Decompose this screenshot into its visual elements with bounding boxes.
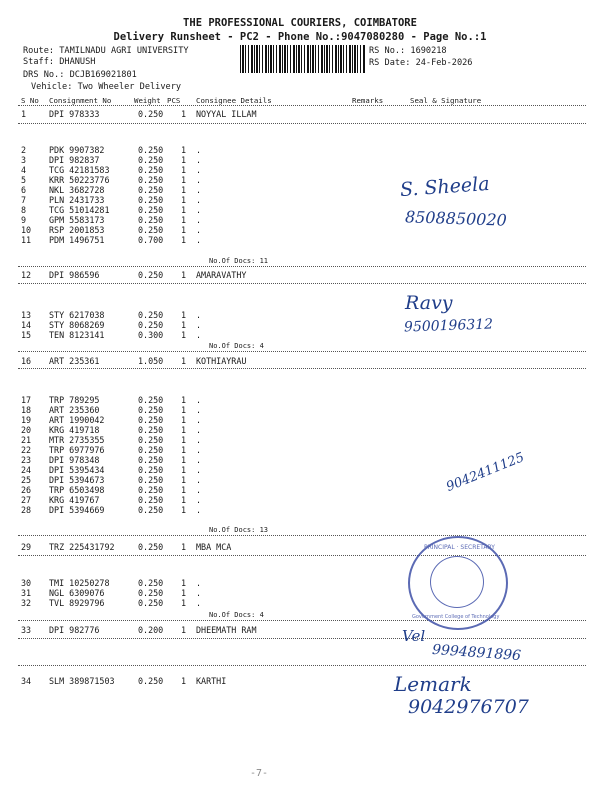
col-consignment: Consignment No [49, 96, 112, 105]
table-row [0, 205, 600, 215]
row-consignee: . [196, 475, 202, 485]
row-consignee: . [196, 495, 202, 505]
table-row [0, 405, 600, 415]
row-weight: 0.250 [138, 495, 164, 505]
row-divider [18, 555, 586, 556]
table-row [0, 395, 600, 405]
row-consignment: PLN 2431733 [49, 195, 105, 205]
row-weight: 0.250 [138, 598, 164, 608]
row-consignee: . [196, 578, 202, 588]
row-weight: 0.250 [138, 145, 164, 155]
row-pcs: 1 [181, 465, 187, 475]
row-consignment: TVL 8929796 [49, 598, 105, 608]
row-weight: 0.250 [138, 185, 164, 195]
row-consignment: DPI 978333 [49, 109, 100, 119]
row-weight: 0.250 [138, 485, 164, 495]
table-row [0, 109, 600, 119]
docs-count: No.Of Docs: 4 [209, 342, 264, 350]
signature-name-1: S. Sheela [399, 172, 491, 202]
col-pcs: PCS [167, 96, 181, 105]
row-pcs: 1 [181, 330, 187, 340]
row-consignee: DHEEMATH RAM [196, 625, 257, 635]
row-sno: 19 [21, 415, 32, 425]
row-pcs: 1 [181, 425, 187, 435]
row-consignment: PDM 1496751 [49, 235, 105, 245]
row-consignee: AMARAVATHY [196, 270, 247, 280]
table-row [0, 505, 600, 515]
row-consignment: KRG 419767 [49, 495, 100, 505]
row-consignment: KRR 50223776 [49, 175, 110, 185]
row-weight: 0.250 [138, 205, 164, 215]
signature-phone-2: 9500196312 [403, 316, 494, 336]
drs-number: DRS No.: DCJB169021801 [23, 70, 137, 80]
seal-bottom-text: Government College of Technology [412, 614, 500, 620]
row-sno: 10 [21, 225, 32, 235]
col-sno: S No [21, 96, 39, 105]
row-consignee: MBA MCA [196, 542, 232, 552]
row-consignee: . [196, 505, 202, 515]
row-pcs: 1 [181, 195, 187, 205]
row-weight: 0.250 [138, 455, 164, 465]
col-seal: Seal & Signature [410, 96, 482, 105]
row-consignee: . [196, 395, 202, 405]
vehicle: Vehicle: Two Wheeler Delivery [31, 82, 182, 92]
row-pcs: 1 [181, 320, 187, 330]
row-consignee: KOTHIAYRAU [196, 356, 247, 366]
table-row [0, 475, 600, 485]
table-row [0, 225, 600, 235]
row-pcs: 1 [181, 165, 187, 175]
row-weight: 0.250 [138, 435, 164, 445]
table-row [0, 485, 600, 495]
row-sno: 6 [21, 185, 27, 195]
row-sno: 16 [21, 356, 32, 366]
row-consignee: . [196, 185, 202, 195]
row-weight: 0.250 [138, 505, 164, 515]
row-pcs: 1 [181, 505, 187, 515]
table-row [0, 165, 600, 175]
table-row [0, 598, 600, 608]
row-sno: 15 [21, 330, 32, 340]
row-consignment: ART 235360 [49, 405, 100, 415]
row-consignee: . [196, 235, 202, 245]
row-consignment: TEN 8123141 [49, 330, 105, 340]
row-pcs: 1 [181, 395, 187, 405]
row-weight: 0.700 [138, 235, 164, 245]
table-row [0, 320, 600, 330]
row-consignee: KARTHI [196, 676, 227, 686]
signature-phone-1: 8508850020 [404, 207, 508, 230]
seal-inner-ring [430, 556, 484, 608]
row-pcs: 1 [181, 588, 187, 598]
row-pcs: 1 [181, 625, 187, 635]
row-pcs: 1 [181, 215, 187, 225]
row-divider [18, 266, 586, 267]
runsheet-subtitle: Delivery Runsheet - PC2 - Phone No.:9047080280 - Page No.:1 [113, 31, 487, 43]
row-sno: 4 [21, 165, 27, 175]
row-divider [18, 368, 586, 369]
row-weight: 0.250 [138, 445, 164, 455]
row-pcs: 1 [181, 578, 187, 588]
row-weight: 0.250 [138, 415, 164, 425]
row-consignee: . [196, 205, 202, 215]
row-sno: 32 [21, 598, 32, 608]
row-consignment: TRP 6977976 [49, 445, 105, 455]
row-weight: 0.250 [138, 195, 164, 205]
row-sno: 9 [21, 215, 27, 225]
row-pcs: 1 [181, 435, 187, 445]
row-weight: 0.250 [138, 165, 164, 175]
row-divider [18, 665, 586, 666]
rs-date: RS Date: 24-Feb-2026 [369, 58, 473, 68]
row-divider [18, 351, 586, 352]
barcode [240, 45, 366, 73]
row-consignment: MTR 2735355 [49, 435, 105, 445]
signature-mark-5: Lemark [394, 672, 472, 696]
table-row [0, 625, 600, 635]
row-sno: 25 [21, 475, 32, 485]
table-row [0, 270, 600, 280]
row-sno: 2 [21, 145, 27, 155]
row-pcs: 1 [181, 145, 187, 155]
row-sno: 1 [21, 109, 27, 119]
row-consignment: DPI 5394673 [49, 475, 105, 485]
row-weight: 0.250 [138, 465, 164, 475]
row-consignment: SLM 389871503 [49, 676, 115, 686]
row-weight: 0.250 [138, 215, 164, 225]
row-sno: 23 [21, 455, 32, 465]
row-sno: 26 [21, 485, 32, 495]
row-consignee: . [196, 175, 202, 185]
row-weight: 0.250 [138, 175, 164, 185]
table-row [0, 145, 600, 155]
row-sno: 27 [21, 495, 32, 505]
row-divider [18, 535, 586, 536]
row-weight: 0.250 [138, 320, 164, 330]
row-consignment: TCG 42181583 [49, 165, 110, 175]
row-weight: 0.250 [138, 676, 164, 686]
row-pcs: 1 [181, 356, 187, 366]
row-pcs: 1 [181, 175, 187, 185]
row-consignment: ART 1990042 [49, 415, 105, 425]
row-weight: 0.250 [138, 425, 164, 435]
row-pcs: 1 [181, 205, 187, 215]
row-sno: 11 [21, 235, 32, 245]
table-row [0, 542, 600, 552]
signature-mark-4: Vel [402, 627, 426, 645]
row-weight: 0.250 [138, 578, 164, 588]
row-consignee: . [196, 445, 202, 455]
table-row [0, 356, 600, 366]
row-consignee: NOYYAL ILLAM [196, 109, 257, 119]
row-sno: 20 [21, 425, 32, 435]
row-consignee: . [196, 425, 202, 435]
row-consignee: . [196, 588, 202, 598]
signature-phone-4: 9994891896 [431, 641, 522, 665]
row-consignment: TCG 51014281 [49, 205, 110, 215]
row-weight: 0.250 [138, 109, 164, 119]
row-consignee: . [196, 485, 202, 495]
row-pcs: 1 [181, 455, 187, 465]
row-sno: 33 [21, 625, 32, 635]
row-consignment: TRP 789295 [49, 395, 100, 405]
row-weight: 0.250 [138, 542, 164, 552]
row-consignee: . [196, 320, 202, 330]
row-consignment: STY 8068269 [49, 320, 105, 330]
row-divider [18, 638, 586, 639]
seal-top-text: PRINCIPAL · SECRETARY [424, 544, 495, 551]
row-pcs: 1 [181, 485, 187, 495]
row-sno: 3 [21, 155, 27, 165]
row-sno: 28 [21, 505, 32, 515]
col-remarks: Remarks [352, 96, 384, 105]
signature-name-2: Ravy [405, 292, 453, 314]
row-sno: 5 [21, 175, 27, 185]
table-row [0, 330, 600, 340]
row-sno: 13 [21, 310, 32, 320]
table-row [0, 185, 600, 195]
row-consignee: . [196, 405, 202, 415]
row-pcs: 1 [181, 445, 187, 455]
row-sno: 34 [21, 676, 32, 686]
docs-count: No.Of Docs: 4 [209, 611, 264, 619]
row-consignee: . [196, 145, 202, 155]
table-row [0, 155, 600, 165]
row-sno: 21 [21, 435, 32, 445]
row-consignee: . [196, 215, 202, 225]
row-consignee: . [196, 165, 202, 175]
row-consignee: . [196, 225, 202, 235]
table-row [0, 435, 600, 445]
table-row [0, 676, 600, 686]
row-pcs: 1 [181, 155, 187, 165]
row-consignment: TRP 6503498 [49, 485, 105, 495]
college-seal [408, 536, 508, 630]
row-sno: 7 [21, 195, 27, 205]
table-row [0, 215, 600, 225]
row-pcs: 1 [181, 676, 187, 686]
row-divider [18, 620, 586, 621]
table-row [0, 495, 600, 505]
signature-phone-3: 9042411125 [444, 450, 527, 495]
row-sno: 30 [21, 578, 32, 588]
row-pcs: 1 [181, 415, 187, 425]
row-consignee: . [196, 195, 202, 205]
row-weight: 0.200 [138, 625, 164, 635]
row-weight: 0.250 [138, 588, 164, 598]
row-sno: 14 [21, 320, 32, 330]
row-weight: 1.050 [138, 356, 164, 366]
row-consignment: DPI 986596 [49, 270, 100, 280]
row-weight: 0.250 [138, 155, 164, 165]
table-row [0, 195, 600, 205]
header-divider [18, 105, 586, 106]
row-pcs: 1 [181, 185, 187, 195]
row-consignment: TMI 10250278 [49, 578, 110, 588]
row-pcs: 1 [181, 270, 187, 280]
row-pcs: 1 [181, 235, 187, 245]
row-weight: 0.250 [138, 395, 164, 405]
row-consignment: DPI 5394669 [49, 505, 105, 515]
row-pcs: 1 [181, 475, 187, 485]
row-weight: 0.250 [138, 310, 164, 320]
row-consignment: STY 6217038 [49, 310, 105, 320]
company-title: THE PROFESSIONAL COURIERS, COIMBATORE [183, 17, 417, 29]
table-row [0, 425, 600, 435]
col-consignee: Consignee Details [196, 96, 272, 105]
table-row [0, 175, 600, 185]
col-weight: Weight [134, 96, 161, 105]
row-consignment: KRG 419718 [49, 425, 100, 435]
row-divider [18, 283, 586, 284]
row-sno: 31 [21, 588, 32, 598]
table-row [0, 588, 600, 598]
row-consignment: NKL 3682728 [49, 185, 105, 195]
table-row [0, 578, 600, 588]
row-consignee: . [196, 310, 202, 320]
row-pcs: 1 [181, 109, 187, 119]
row-consignee: . [196, 330, 202, 340]
row-sno: 29 [21, 542, 32, 552]
row-pcs: 1 [181, 598, 187, 608]
row-consignee: . [196, 415, 202, 425]
row-consignment: DPI 5395434 [49, 465, 105, 475]
row-weight: 0.250 [138, 475, 164, 485]
row-pcs: 1 [181, 310, 187, 320]
row-weight: 0.250 [138, 270, 164, 280]
row-consignee: . [196, 455, 202, 465]
row-sno: 12 [21, 270, 32, 280]
row-weight: 0.250 [138, 405, 164, 415]
row-consignment: DPI 982776 [49, 625, 100, 635]
row-pcs: 1 [181, 405, 187, 415]
row-sno: 22 [21, 445, 32, 455]
row-sno: 8 [21, 205, 27, 215]
signature-phone-5: 9042976707 [408, 696, 529, 718]
row-consignee: . [196, 465, 202, 475]
staff: Staff: DHANUSH [23, 57, 96, 67]
row-pcs: 1 [181, 495, 187, 505]
route: Route: TAMILNADU AGRI UNIVERSITY [23, 46, 189, 56]
row-consignment: DPI 982837 [49, 155, 100, 165]
row-divider [18, 123, 586, 124]
row-consignee: . [196, 155, 202, 165]
row-sno: 18 [21, 405, 32, 415]
row-sno: 17 [21, 395, 32, 405]
row-consignment: GPM 5583173 [49, 215, 105, 225]
row-consignment: PDK 9907382 [49, 145, 105, 155]
row-pcs: 1 [181, 542, 187, 552]
footer-mark: -7- [250, 768, 269, 779]
row-consignee: . [196, 598, 202, 608]
rs-number: RS No.: 1690218 [369, 46, 447, 56]
row-consignment: ART 235361 [49, 356, 100, 366]
row-consignment: DPI 978348 [49, 455, 100, 465]
row-weight: 0.250 [138, 225, 164, 235]
row-consignment: RSP 2001853 [49, 225, 105, 235]
table-row [0, 415, 600, 425]
row-consignee: . [196, 435, 202, 445]
row-sno: 24 [21, 465, 32, 475]
row-consignment: TRZ 225431792 [49, 542, 115, 552]
table-row [0, 235, 600, 245]
docs-count: No.Of Docs: 11 [209, 257, 269, 265]
row-pcs: 1 [181, 225, 187, 235]
row-consignment: NGL 6309076 [49, 588, 105, 598]
table-row [0, 310, 600, 320]
docs-count: No.Of Docs: 13 [209, 526, 269, 534]
row-weight: 0.300 [138, 330, 164, 340]
